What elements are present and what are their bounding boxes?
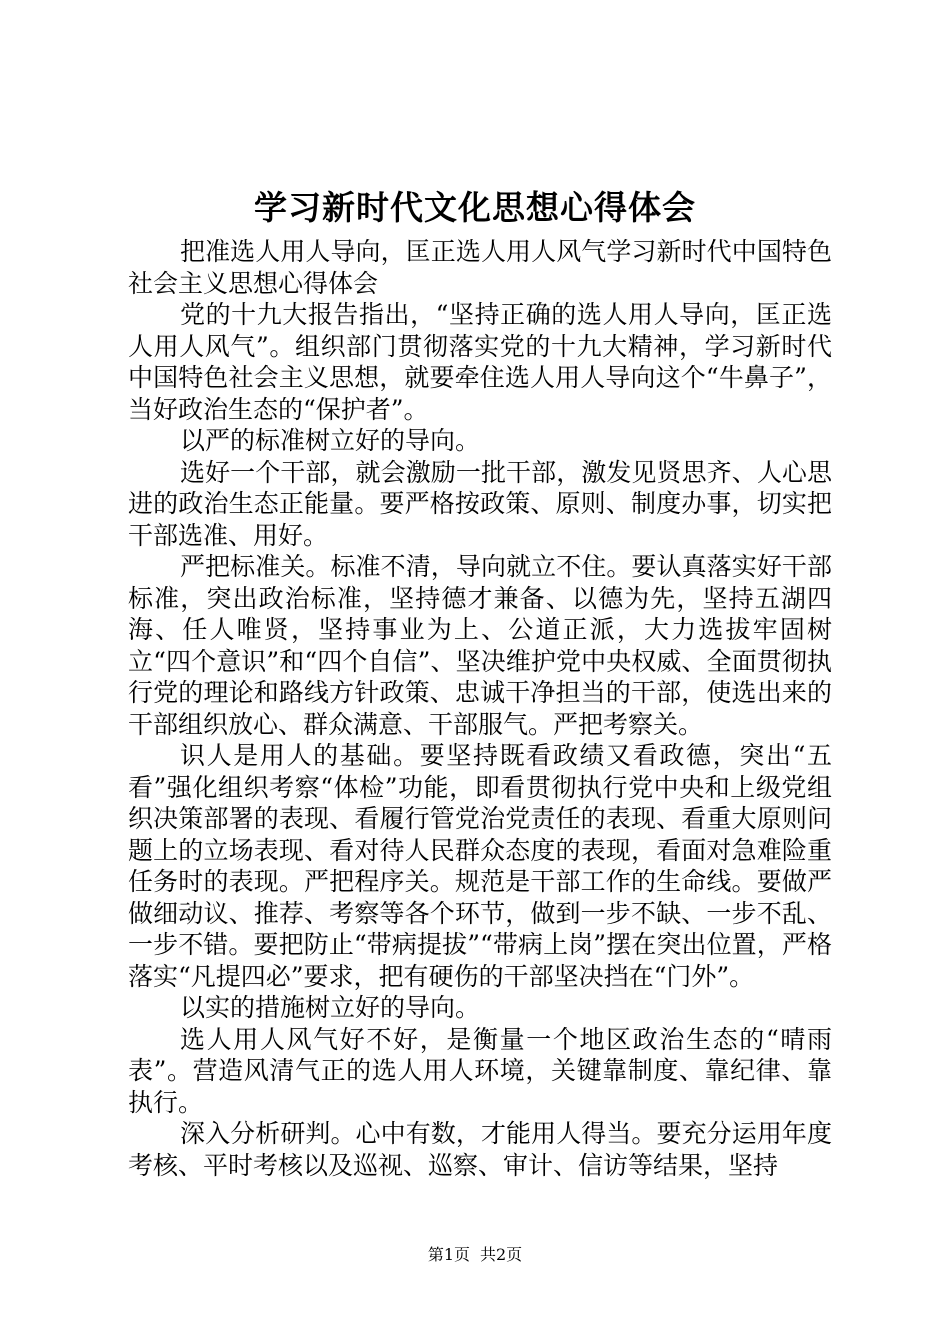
paragraph: 严把标准关。标准不清，导向就立不住。要认真落实好干部标准，突出政治标准，坚持德才兼备、以德为先，坚持五湖四海、任人唯贤，坚持事业为上、公道正派，大力选拔牢固树立“四个意识”和“四个自信”、坚决维护党中央权威、全面贯彻执行党的理论和路线方针政策、忠诚干净担当的干部，使选出来的干部组织放心、群众满意、干部服气。严把考察关。: [128, 552, 832, 739]
paragraph: 选人用人风气好不好，是衡量一个地区政治生态的“晴雨表”。营造风清气正的选人用人环境，关键靠制度、靠纪律、靠执行。: [128, 1024, 832, 1117]
paragraph: 深入分析研判。心中有数，才能用人得当。要充分运用年度考核、平时考核以及巡视、巡察、审计、信访等结果，坚持: [128, 1119, 832, 1180]
paragraph: 选好一个干部，就会激励一批干部，激发见贤思齐、人心思进的政治生态正能量。要严格按政策、原则、制度办事，切实把干部选准、用好。: [128, 457, 832, 550]
page-footer: [0, 1244, 950, 1266]
document-body: [128, 236, 832, 1181]
page-total: 共2页: [480, 1245, 523, 1264]
document-title: 学习新时代文化思想心得体会: [254, 188, 696, 227]
page-number: 第1页: [427, 1245, 470, 1264]
paragraph: 把准选人用人导向，匡正选人用人风气学习新时代中国特色社会主义思想心得体会: [128, 237, 832, 298]
paragraph: 以实的措施树立好的导向。: [180, 993, 481, 1022]
paragraph: 党的十九大报告指出，“坚持正确的选人用人导向，匡正选人用人风气”。组织部门贯彻落实党的十九大精神，学习新时代中国特色社会主义思想，就要牵住选人用人导向这个“牛鼻子”，当好政治生态的“保护者”。: [128, 300, 832, 424]
paragraph: 以严的标准树立好的导向。: [180, 426, 481, 455]
paragraph: 识人是用人的基础。要坚持既看政绩又看政德，突出“五看”强化组织考察“体检”功能，即看贯彻执行党中央和上级党组织决策部署的表现、看履行管党治党责任的表现、看重大原则问题上的立场表现、看对待人民群众态度的表现，看面对急难险重任务时的表现。严把程序关。规范是干部工作的生命线。要做严做细动议、推荐、考察等各个环节，做到一步不缺、一步不乱、一步不错。要把防止“带病提拔”“带病上岗”摆在突出位置，严格落实“凡提四必”要求，把有硬伤的干部坚决挡在“门外”。: [128, 741, 832, 991]
